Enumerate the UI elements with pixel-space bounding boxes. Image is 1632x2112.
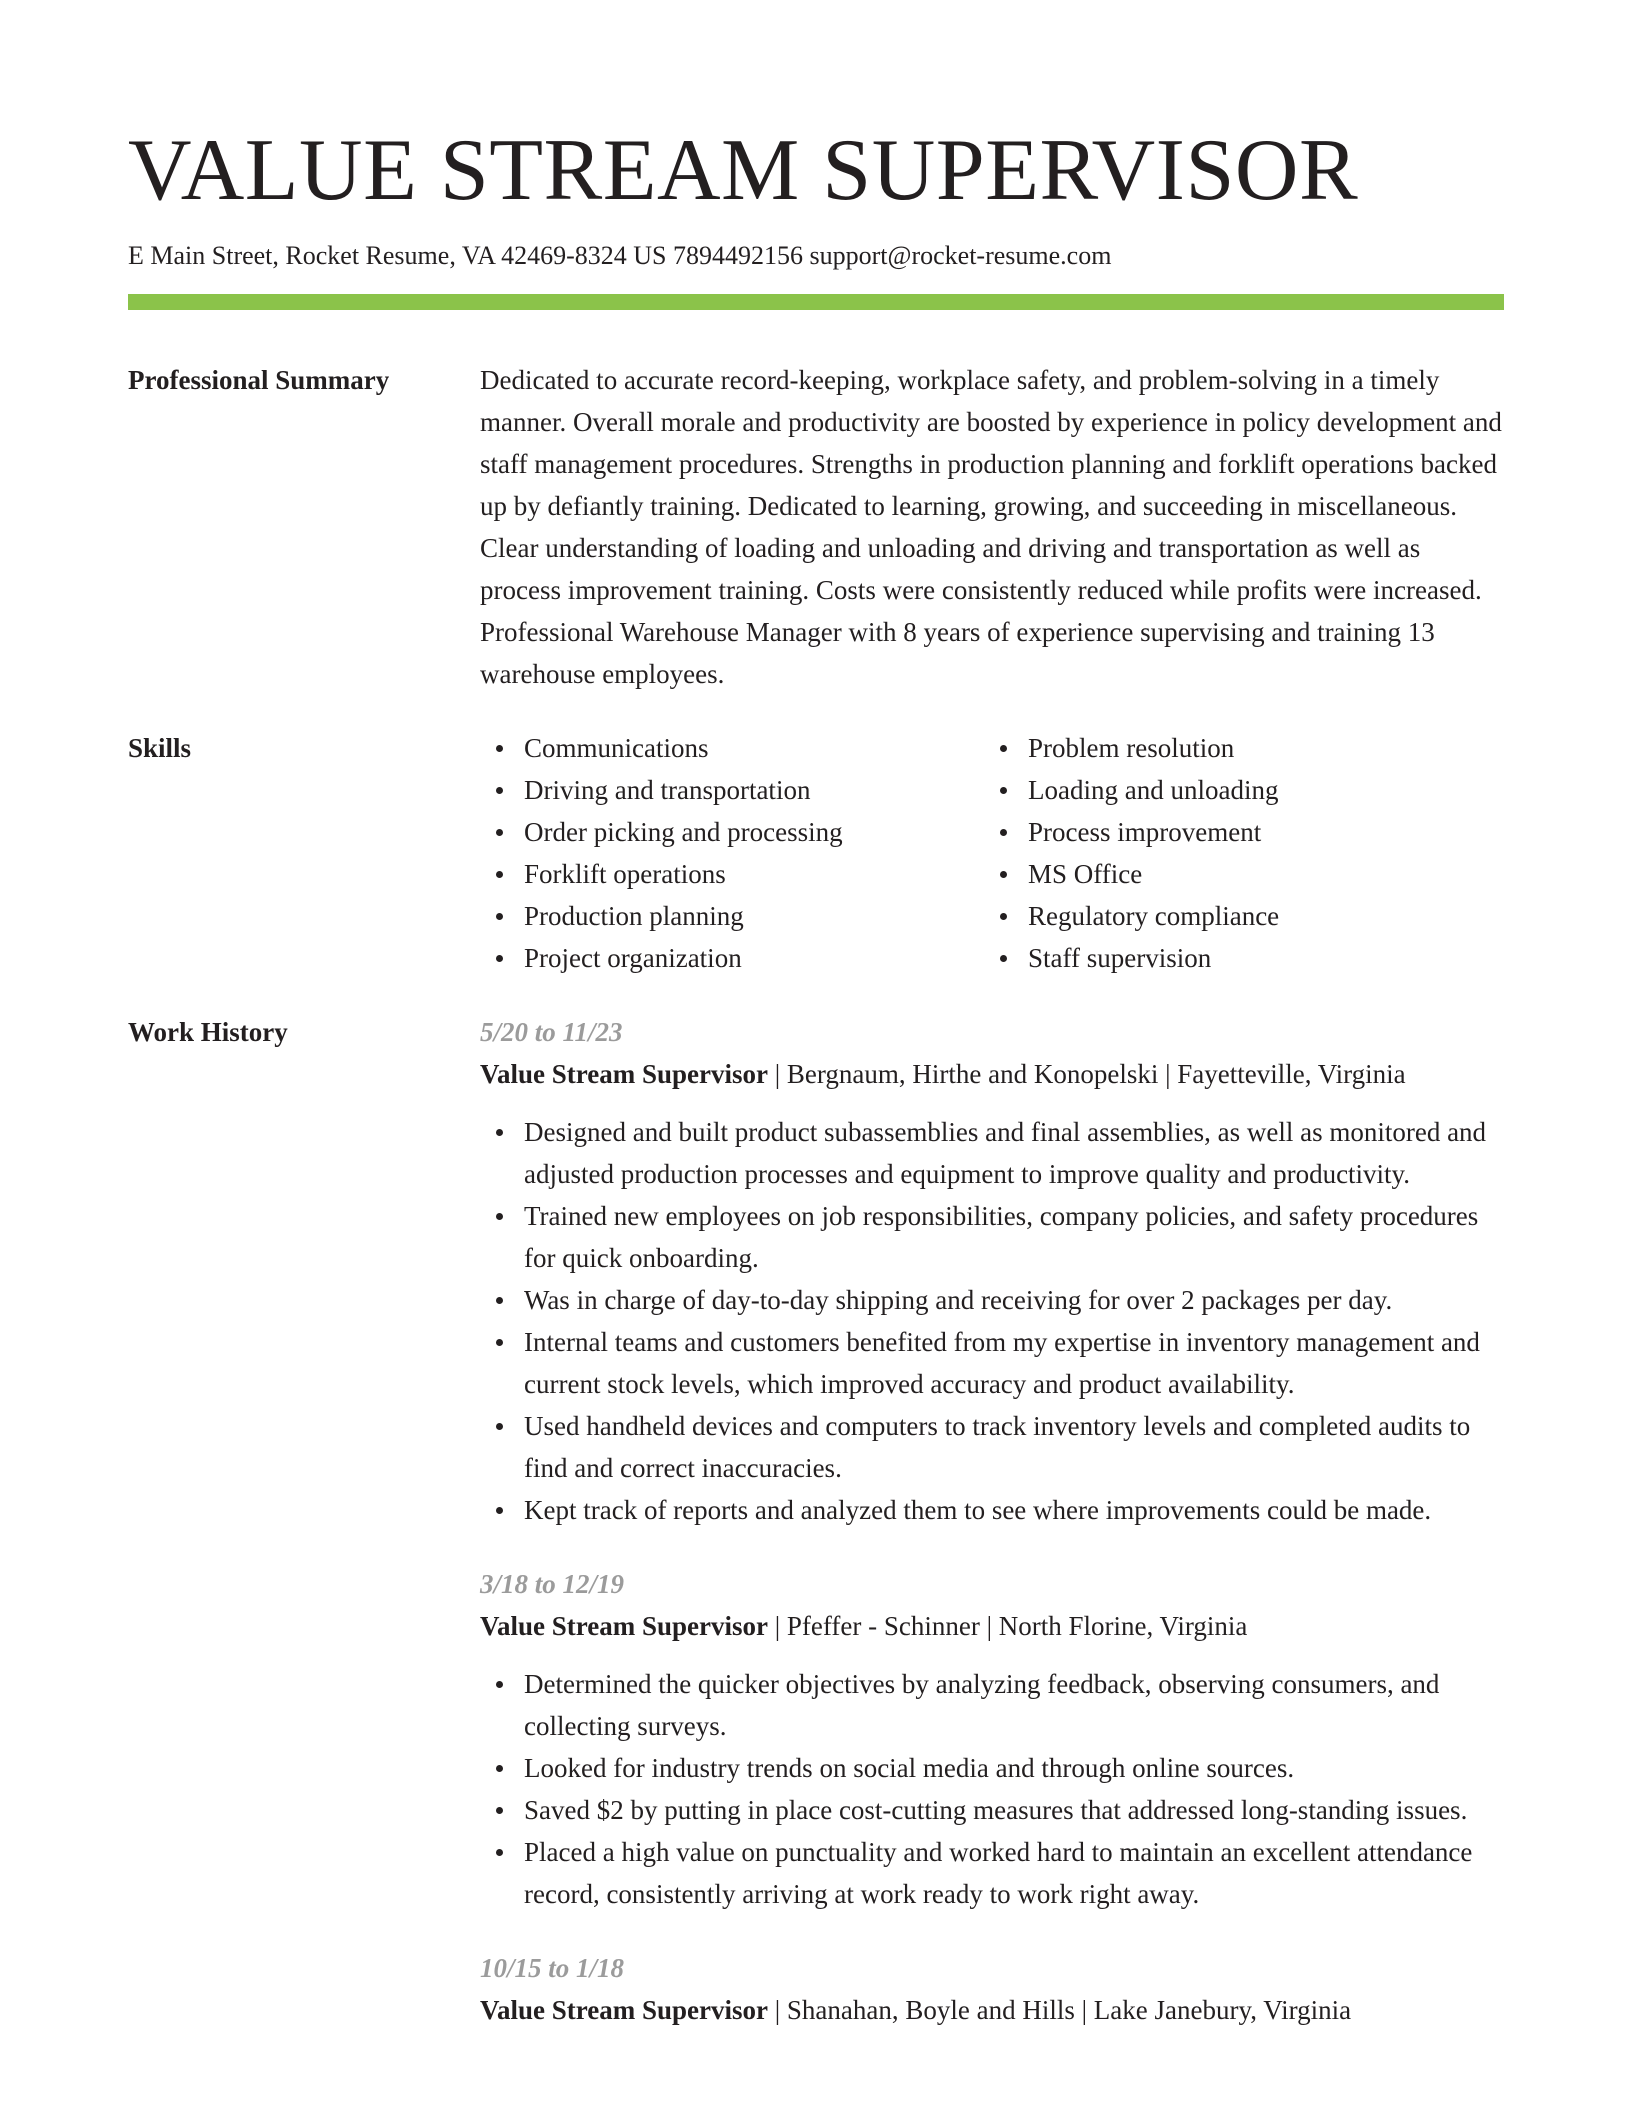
section-body	[480, 359, 1504, 695]
skills-columns	[480, 727, 1504, 979]
job-entry	[480, 1011, 1504, 1531]
job-bullet: Trained new employees on job responsibilities, company policies, and safety procedures for quick onboarding.	[480, 1195, 1504, 1279]
job-entry	[480, 1563, 1504, 1915]
skill-item: Regulatory compliance	[984, 895, 1504, 937]
skills-list-right	[984, 727, 1504, 979]
job-title: Value Stream Supervisor	[480, 1611, 769, 1641]
section-label: Work History	[128, 1017, 288, 1047]
contact-line: E Main Street, Rocket Resume, VA 42469-8324 US 7894492156 support@rocket-resume.com	[128, 241, 1112, 270]
skills-section	[128, 727, 1504, 979]
section-body	[480, 727, 1504, 979]
skill-item: Problem resolution	[984, 727, 1504, 769]
job-bullet: Internal teams and customers benefited from my expertise in inventory management and current stock levels, which improved accuracy and product availability.	[480, 1321, 1504, 1405]
resume-page	[128, 0, 1504, 2063]
job-details: | Pfeffer - Schinner | North Florine, Virginia	[768, 1611, 1248, 1641]
job-details: | Bergnaum, Hirthe and Konopelski | Fayetteville, Virginia	[768, 1059, 1406, 1089]
job-dates: 5/20 to 11/23	[480, 1017, 623, 1047]
work-history-section	[128, 1011, 1504, 2063]
job-title: Value Stream Supervisor	[480, 1059, 769, 1089]
skill-item: Project organization	[480, 937, 984, 979]
skills-list-left	[480, 727, 984, 979]
skill-item: Staff supervision	[984, 937, 1504, 979]
skill-item: Process improvement	[984, 811, 1504, 853]
job-bullet: Determined the quicker objectives by analyzing feedback, observing consumers, and collecting surveys.	[480, 1663, 1504, 1747]
job-heading	[480, 1053, 1504, 1095]
job-title: Value Stream Supervisor	[480, 1995, 769, 2025]
skill-item: Communications	[480, 727, 984, 769]
job-details: | Shanahan, Boyle and Hills | Lake Janebury, Virginia	[768, 1995, 1352, 2025]
section-body	[480, 1011, 1504, 2063]
job-dates: 10/15 to 1/18	[480, 1953, 625, 1983]
job-entry	[480, 1947, 1504, 2031]
skill-item: Driving and transportation	[480, 769, 984, 811]
job-bullet: Kept track of reports and analyzed them to see where improvements could be made.	[480, 1489, 1504, 1531]
accent-divider	[128, 294, 1504, 310]
job-bullet-list	[480, 1663, 1504, 1915]
resume-title: VALUE STREAM SUPERVISOR	[128, 122, 1359, 219]
job-dates: 3/18 to 12/19	[480, 1569, 625, 1599]
section-label: Professional Summary	[128, 365, 390, 395]
job-bullet-list	[480, 1111, 1504, 1531]
job-bullet: Designed and built product subassemblies and final assemblies, as well as monitored and adjusted production processes and equipment to improve quality and productivity.	[480, 1111, 1504, 1195]
section-label: Skills	[128, 733, 192, 763]
skill-item: Loading and unloading	[984, 769, 1504, 811]
job-bullet: Saved $2 by putting in place cost-cutting measures that addressed long-standing issues.	[480, 1789, 1504, 1831]
professional-summary-section	[128, 359, 1504, 695]
skill-item: Forklift operations	[480, 853, 984, 895]
skill-item: Production planning	[480, 895, 984, 937]
summary-text: Dedicated to accurate record-keeping, workplace safety, and problem-solving in a timely manner. Overall morale and productivity are boosted by experience in policy development and staff management procedures. Strengths in production planning and forklift operations backed up by defiantly training. Dedicated to learning, growing, and succeeding in miscellaneous. Clear understanding of loading and unloading and driving and transportation as well as process improvement training. Costs were consistently reduced while profits were increased. Professional Warehouse Manager with 8 years of experience supervising and training 13 warehouse employees.	[480, 365, 1502, 689]
job-bullet: Was in charge of day-to-day shipping and receiving for over 2 packages per day.	[480, 1279, 1504, 1321]
job-bullet: Looked for industry trends on social media and through online sources.	[480, 1747, 1504, 1789]
job-bullet: Placed a high value on punctuality and worked hard to maintain an excellent attendance record, consistently arriving at work ready to work right away.	[480, 1831, 1504, 1915]
skill-item: Order picking and processing	[480, 811, 984, 853]
job-heading	[480, 1989, 1504, 2031]
job-bullet: Used handheld devices and computers to track inventory levels and completed audits to find and correct inaccuracies.	[480, 1405, 1504, 1489]
skill-item: MS Office	[984, 853, 1504, 895]
job-heading	[480, 1605, 1504, 1647]
